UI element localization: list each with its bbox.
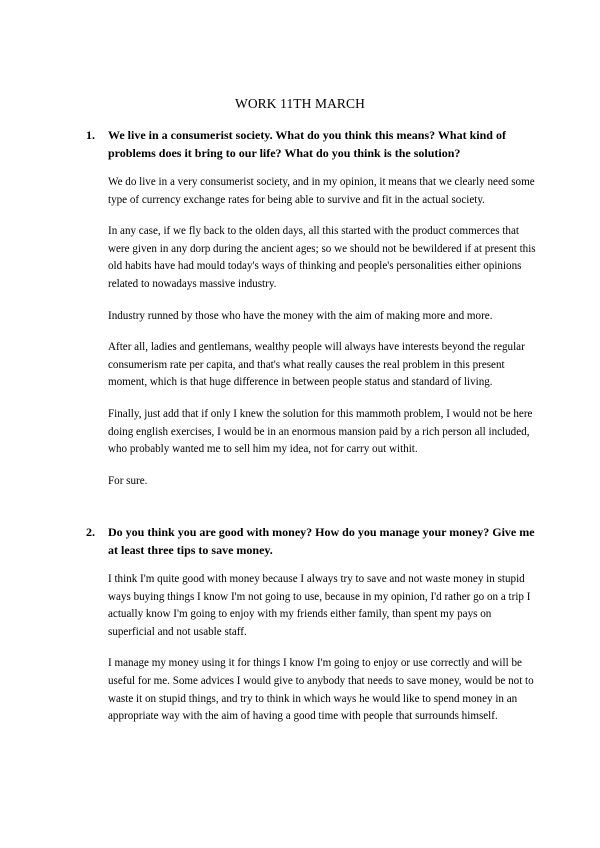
answer-paragraph: For sure.	[108, 474, 148, 487]
question-text: We live in a consumerist society. What do you think this means? What kind of problems does it bring to our life? What do you think is the solution?	[108, 128, 506, 160]
answer-paragraph: I think I'm quite good with money because I always try to save and not waste money in stupid ways buying things I know I'm not going to use, because in my opinion, I'd rather go on a trip I actually know I'm going to enjoy with my friends either family, than spent my pays on superficial and not usable staff.	[108, 573, 531, 638]
answer-paragraph: We do live in a very consumerist society, and in my opinion, it means that we clearly need some type of currency exchange rates for being able to survive and fit in the actual society.	[108, 176, 535, 206]
answer-paragraph: Industry runned by those who have the money with the aim of making more and more.	[108, 309, 493, 322]
question-number: 1.	[86, 128, 95, 142]
answer-paragraph: In any case, if we fly back to the olden days, all this started with the product commerces that were given in any dorp during the ancient ages; so we should not be bewildered if at present this old habits have had mould today's ways of thinking and people's personalities either opinions related to nowadays massive industry.	[108, 225, 536, 290]
answer-paragraph: After all, ladies and gentlemans, wealthy people will always have interests beyond the regular consumerism rate per capita, and that's what really causes the real problem in this present moment, which is that huge difference in between people status and standard of living.	[108, 341, 525, 389]
question-text: Do you think you are good with money? How do you manage your money? Give me at least three tips to save money.	[108, 525, 535, 557]
question-number: 2.	[86, 525, 95, 539]
question-block-1	[86, 126, 536, 490]
answer-paragraph: I manage my money using it for things I know I'm going to enjoy or use correctly and will be useful for me. Some advices I would give to anybody that needs to save money, would be not to waste it on stupid things, and try to think in which ways he would like to spend money in an appropriate way with the aim of having a good time with people that surrounds himself.	[108, 657, 534, 723]
answer-paragraph: Finally, just add that if only I knew the solution for this mammoth problem, I would not be here doing english exercises, I would be in an enormous mansion paid by a rich person all included, who probably wanted me to sell him my idea, not for carry out withit.	[108, 407, 533, 456]
question-block-2	[86, 523, 536, 726]
document-title: WORK 11TH MARCH	[234, 96, 365, 111]
